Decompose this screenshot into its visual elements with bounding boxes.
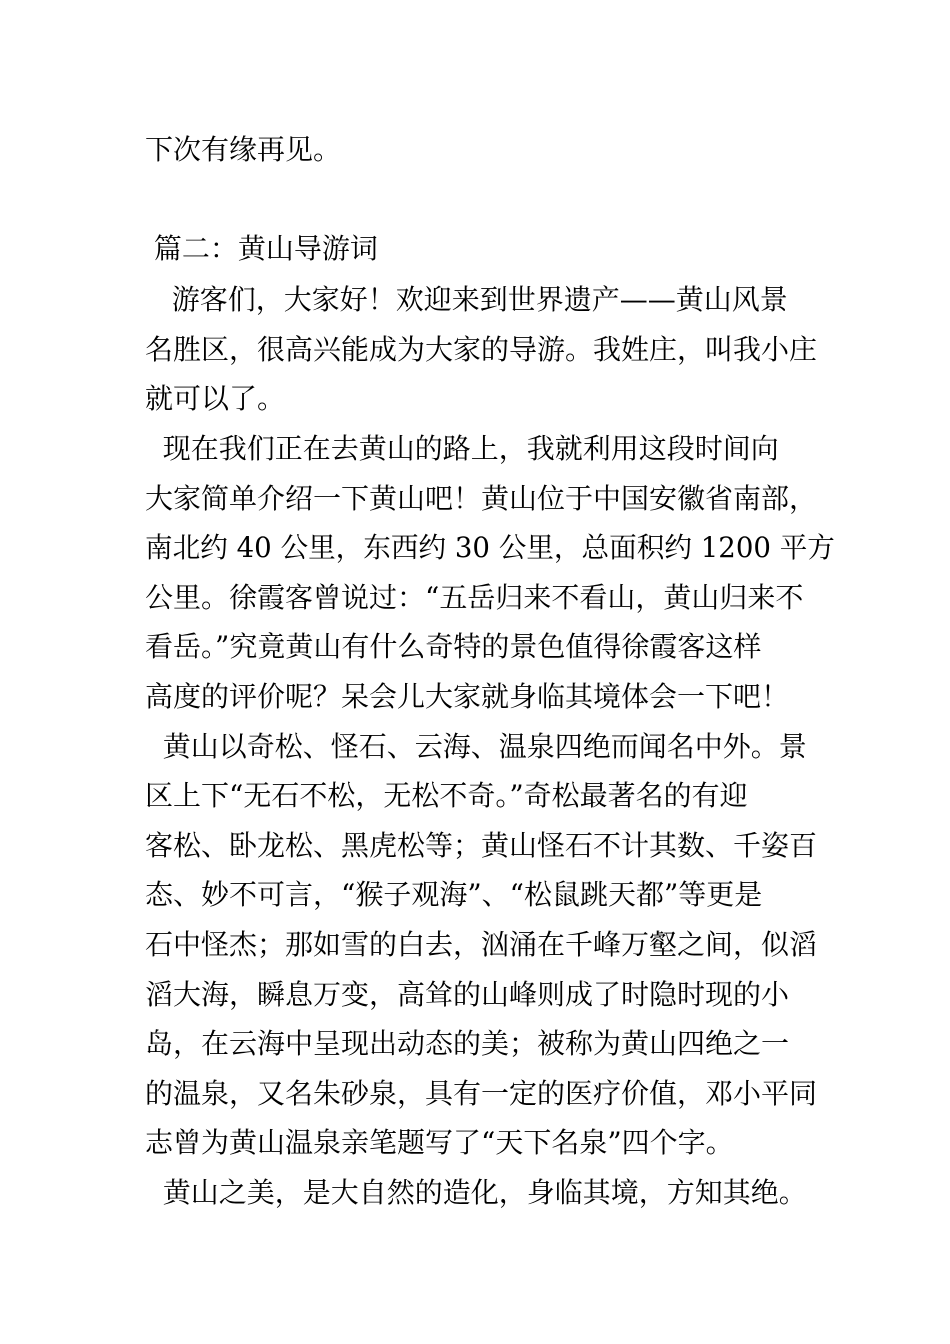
text-line: 看岳。”究竟黄山有什么奇特的景色值得徐霞客这样 — [145, 630, 762, 663]
text-line: 岛，在云海中呈现出动态的美；被称为黄山四绝之一 — [145, 1027, 790, 1060]
section-heading: 篇二：黄山导游词 — [145, 232, 378, 265]
text-line: 现在我们正在去黄山的路上，我就利用这段时间向 — [145, 432, 779, 465]
text-line: 公里。徐霞客曾说过：“五岳归来不看山，黄山归来不 — [145, 581, 804, 614]
text-line: 石中怪杰；那如雪的白去，汹涌在千峰万壑之间，似滔 — [145, 928, 818, 961]
text-line: 区上下“无石不松，无松不奇。”奇松最著名的有迎 — [145, 779, 748, 812]
text-line: 游客们，大家好！欢迎来到世界遗产——黄山风景 — [145, 283, 788, 316]
text-line: 滔大海，瞬息万变，高耸的山峰则成了时隐时现的小 — [145, 978, 790, 1011]
text-line: 黄山以奇松、怪石、云海、温泉四绝而闻名中外。景 — [145, 730, 807, 763]
text-line: 高度的评价呢？呆会儿大家就身临其境体会一下吧！ — [145, 680, 790, 713]
text-line: 志曾为黄山温泉亲笔题写了“天下名泉”四个字。 — [145, 1126, 734, 1159]
text-line: 大家简单介绍一下黄山吧！黄山位于中国安徽省南部， — [145, 482, 818, 515]
text-line: 下次有缘再见。 — [145, 133, 342, 166]
text-line: 态、妙不可言，“猴子观海”、“松鼠跳天都”等更是 — [145, 878, 763, 911]
text-line: 黄山之美，是大自然的造化，身临其境，方知其绝。 — [145, 1176, 807, 1209]
text-line: 南北约 40 公里，东西约 30 公里，总面积约 1200 平方 — [145, 531, 835, 564]
text-line: 名胜区，很高兴能成为大家的导游。我姓庄，叫我小庄 — [145, 333, 818, 366]
text-line: 的温泉，又名朱砂泉，具有一定的医疗价值，邓小平同 — [145, 1077, 818, 1110]
text-line: 就可以了。 — [145, 382, 286, 415]
text-line: 客松、卧龙松、黑虎松等；黄山怪石不计其数、千姿百 — [145, 829, 818, 862]
